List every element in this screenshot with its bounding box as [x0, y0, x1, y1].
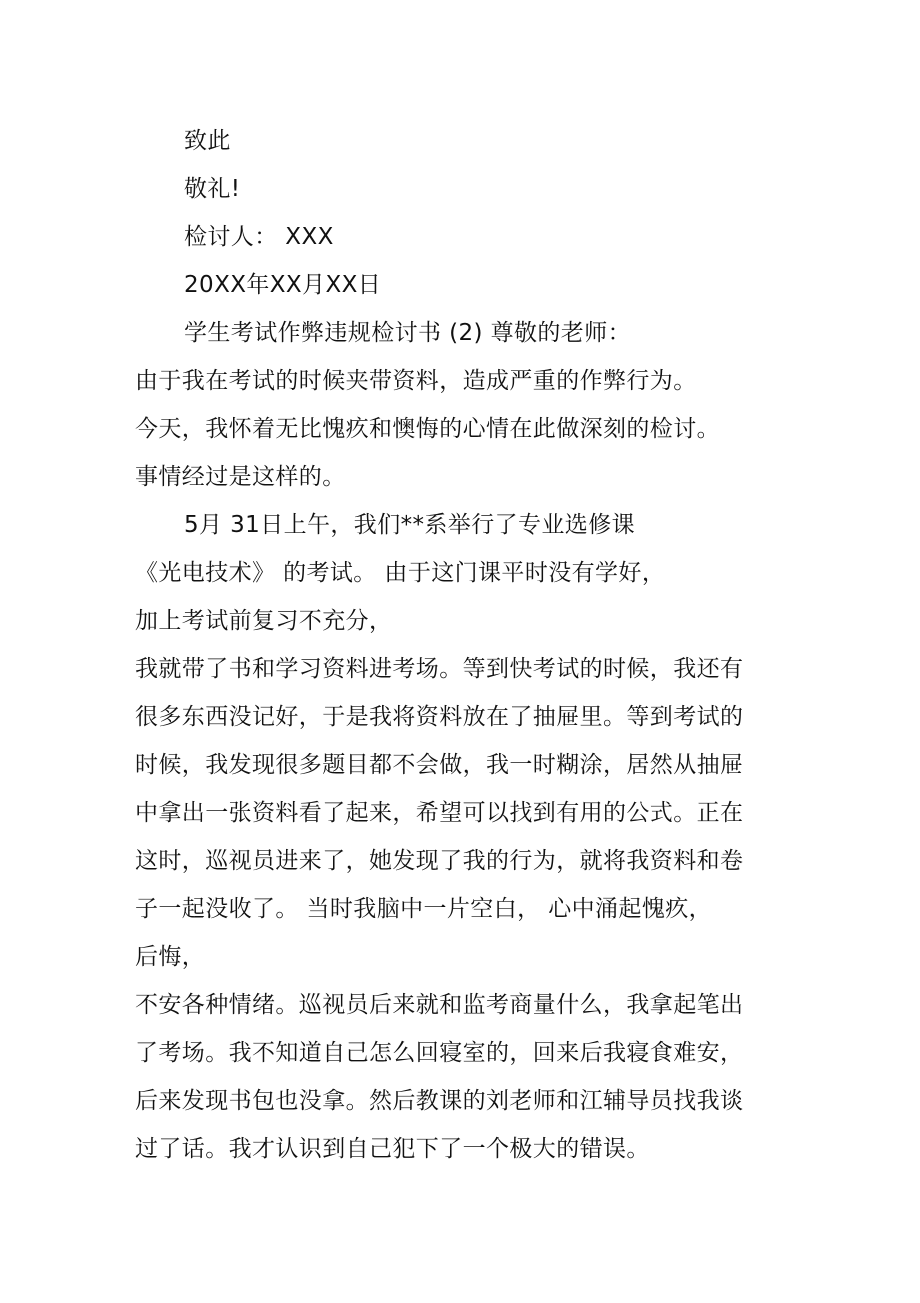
author-line: 检讨人： XXX: [184, 224, 334, 250]
body-line: 事情经过是这样的。: [135, 464, 346, 490]
body-line: 由于我在考试的时候夹带资料，造成严重的作弊行为。: [135, 368, 697, 394]
closing-respect: 敬礼!: [184, 176, 241, 202]
closing-salutation: 致此: [184, 128, 231, 154]
body-line: 这时，巡视员进来了，她发现了我的行为，就将我资料和卷: [135, 848, 744, 874]
body-line: 中拿出一张资料看了起来，希望可以找到有用的公式。正在: [135, 800, 744, 826]
body-line: 过了话。我才认识到自己犯下了一个极大的错误。: [135, 1136, 650, 1162]
paragraph-start-line: 5月 31日上午，我们**系举行了专业选修课: [184, 512, 636, 538]
body-line: 加上考试前复习不充分，: [135, 608, 393, 634]
section-title: 学生考试作弊违规检讨书 (2) 尊敬的老师：: [184, 320, 632, 346]
body-line: 后来发现书包也没拿。然后教课的刘老师和江辅导员找我谈: [135, 1088, 744, 1114]
date-line: 20XX年XX月XX日: [184, 272, 382, 298]
body-line: 了考场。我不知道自己怎么回寝室的，回来后我寝食难安，: [135, 1040, 744, 1066]
body-line: 子一起没收了。 当时我脑中一片空白， 心中涌起愧疚，: [135, 896, 713, 922]
body-line: 今天，我怀着无比愧疚和懊悔的心情在此做深刻的检讨。: [135, 416, 720, 442]
body-line: 后悔，: [135, 944, 206, 970]
body-line: 很多东西没记好，于是我将资料放在了抽屉里。等到考试的: [135, 704, 744, 730]
body-line: 时候，我发现很多题目都不会做，我一时糊涂，居然从抽屉: [135, 752, 744, 778]
body-line: 《光电技术》 的考试。 由于这门课平时没有学好，: [135, 560, 666, 586]
body-line: 不安各种情绪。巡视员后来就和监考商量什么，我拿起笔出: [135, 992, 744, 1018]
body-line: 我就带了书和学习资料进考场。等到快考试的时候，我还有: [135, 656, 744, 682]
